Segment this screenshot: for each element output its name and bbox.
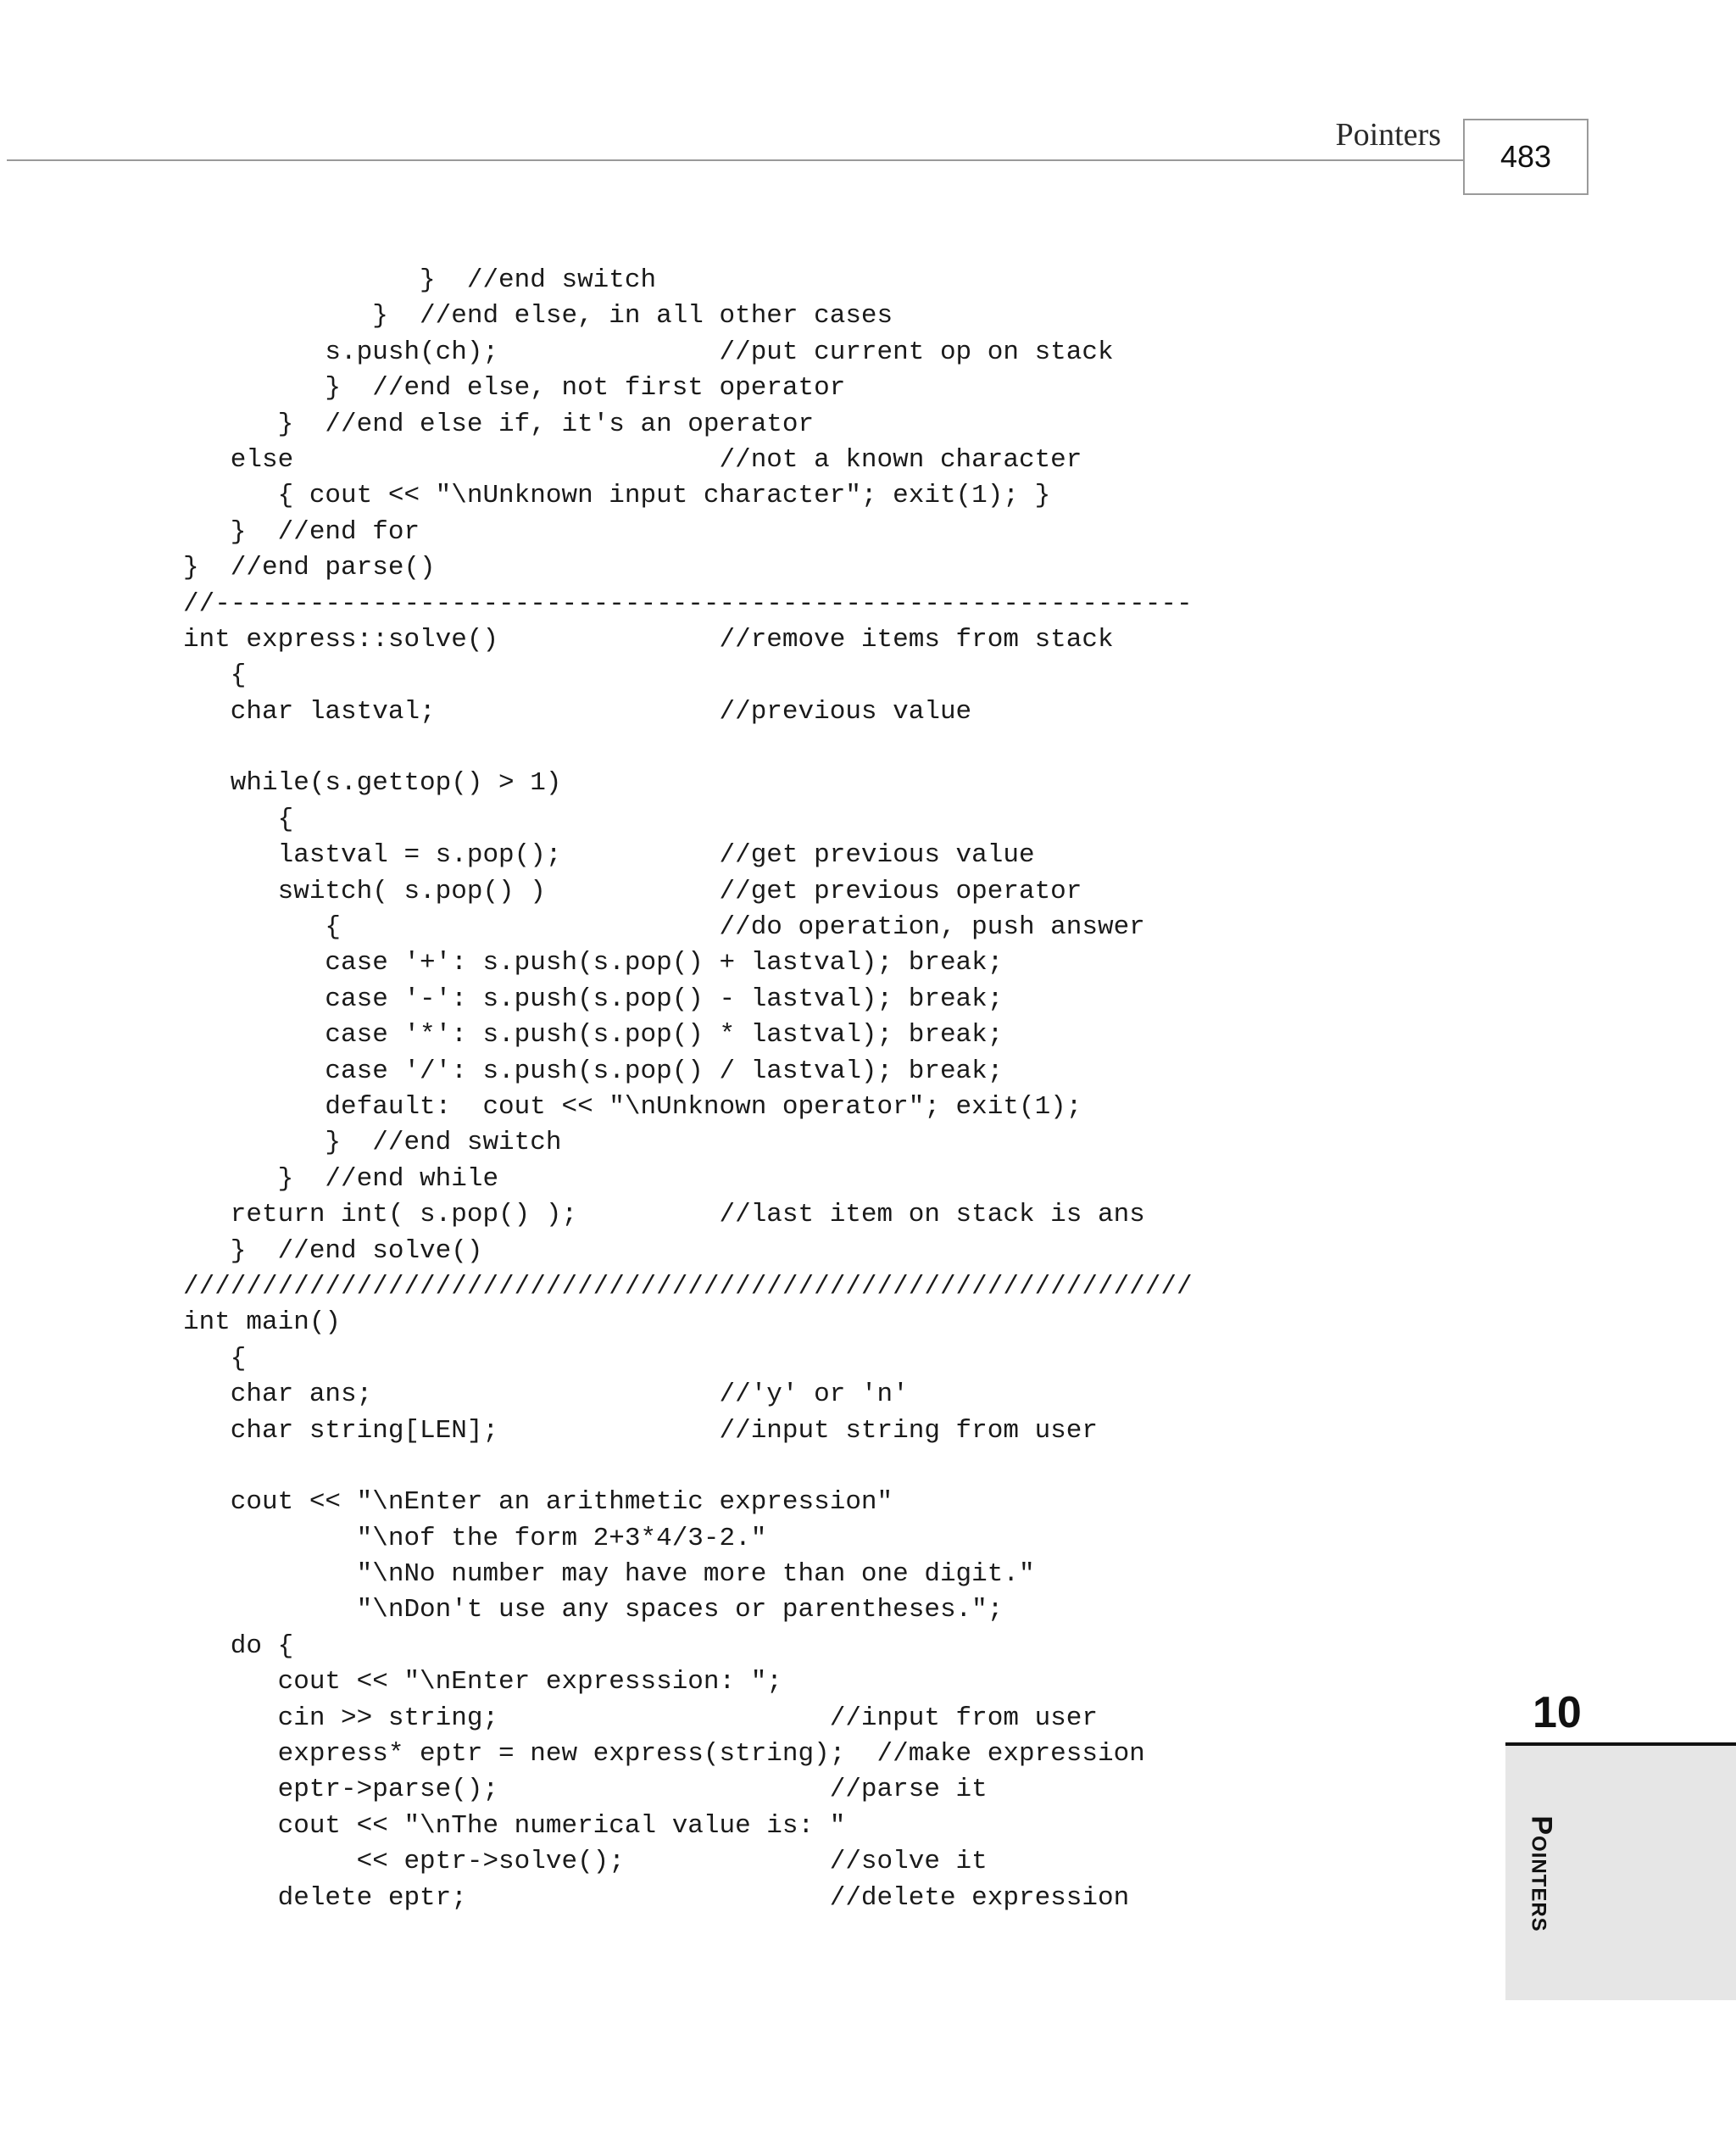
code-line: } //end else, not first operator	[183, 373, 846, 404]
code-line: } //end else if, it's an operator	[183, 409, 815, 439]
code-line: {	[183, 661, 247, 691]
code-line: default: cout << "\nUnknown operator"; exit(1);	[183, 1091, 1082, 1122]
code-line: express* eptr = new express(string); //make expression	[183, 1739, 1145, 1770]
code-line: switch( s.pop() ) //get previous operator	[183, 876, 1082, 906]
code-line: { //do operation, push answer	[183, 912, 1145, 943]
code-line: case '*': s.push(s.pop() * lastval); break;	[183, 1020, 1004, 1051]
chapter-tab-number: 10	[1533, 1688, 1582, 1737]
code-line: case '/': s.push(s.pop() / lastval); break;	[183, 1056, 1004, 1086]
page-number: 483	[1463, 119, 1589, 195]
code-line: case '-': s.push(s.pop() - lastval); break;	[183, 984, 1004, 1014]
code-line: eptr->parse(); //parse it	[183, 1775, 988, 1805]
code-line: } //end switch	[183, 265, 657, 295]
code-line: "\nNo number may have more than one digit."	[183, 1559, 1035, 1590]
code-line: lastval = s.pop(); //get previous value	[183, 840, 1035, 871]
code-line: } //end solve()	[183, 1235, 483, 1266]
code-line: {	[183, 1343, 247, 1374]
code-line: case '+': s.push(s.pop() + lastval); break;	[183, 948, 1004, 978]
code-line: delete eptr; //delete expression	[183, 1882, 1130, 1913]
code-line: cout << "\nEnter expresssion: ";	[183, 1667, 782, 1697]
code-line: << eptr->solve(); //solve it	[183, 1847, 988, 1877]
code-listing	[183, 263, 1193, 1916]
code-line: "\nDon't use any spaces or parentheses.";	[183, 1595, 1004, 1625]
code-line	[183, 1449, 1193, 1485]
header-rule	[7, 159, 1463, 161]
code-line	[183, 730, 1193, 766]
code-line: else //not a known character	[183, 444, 1082, 475]
code-line: while(s.gettop() > 1)	[183, 768, 562, 799]
code-line: } //end else, in all other cases	[183, 301, 893, 332]
code-line: } //end parse()	[183, 553, 436, 583]
code-line: int express::solve() //remove items from stack	[183, 624, 1114, 655]
code-line: do {	[183, 1630, 294, 1661]
code-line: { cout << "\nUnknown input character"; exit(1); }	[183, 481, 1051, 511]
code-line: } //end for	[183, 516, 420, 547]
code-line: } //end switch	[183, 1128, 562, 1158]
code-line: char string[LEN]; //input string from user	[183, 1415, 1098, 1446]
code-line: ////////////////////////////////////////////////////////////////	[183, 1271, 1193, 1302]
running-head: Pointers	[1335, 117, 1441, 153]
code-line: } //end while	[183, 1163, 499, 1194]
code-line: char lastval; //previous value	[183, 696, 972, 727]
code-line: int main()	[183, 1307, 342, 1338]
code-line: cout << "\nEnter an arithmetic expression"	[183, 1487, 893, 1518]
code-line: return int( s.pop() ); //last item on stack is ans	[183, 1200, 1145, 1230]
code-line: //--------------------------------------------------------------	[183, 588, 1193, 619]
code-line: {	[183, 804, 294, 834]
code-line: char ans; //'y' or 'n'	[183, 1380, 909, 1410]
code-line: s.push(ch); //put current op on stack	[183, 337, 1114, 367]
chapter-tab-title: Pointers	[1525, 1815, 1558, 1932]
code-line: cin >> string; //input from user	[183, 1703, 1098, 1733]
code-line: cout << "\nThe numerical value is: "	[183, 1810, 846, 1841]
code-line: "\nof the form 2+3*4/3-2."	[183, 1523, 767, 1553]
